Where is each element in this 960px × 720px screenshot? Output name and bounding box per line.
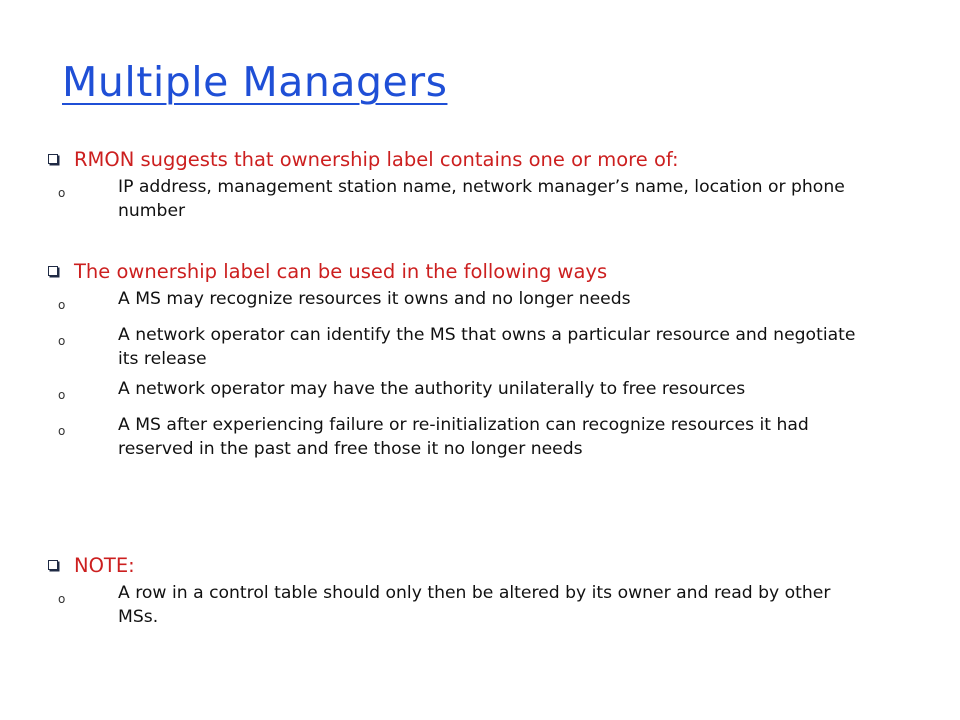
sub-bullet-item (56, 581, 908, 629)
sub-bullet-item (56, 377, 908, 407)
sub-bullet-item (56, 175, 908, 223)
section-heading-text: The ownership label can be used in the following ways (74, 260, 608, 283)
sub-bullet-list (48, 175, 908, 223)
section-note (48, 554, 908, 635)
sub-bullet-text: A network operator may have the authority unilaterally to free resources (118, 379, 746, 399)
square-bullet-icon (48, 554, 74, 570)
section-heading-text: NOTE: (74, 554, 135, 577)
sub-bullet-text: IP address, management station name, network manager’s name, location or phone number (118, 177, 845, 221)
circle-bullet-icon: o (58, 334, 66, 348)
section-ownership-label-contents (48, 148, 908, 229)
section-heading-text: RMON suggests that ownership label contains one or more of: (74, 148, 679, 171)
section-heading (48, 148, 908, 172)
section-heading (48, 260, 908, 284)
section-heading (48, 554, 908, 578)
square-bullet-icon (48, 148, 74, 164)
sub-bullet-list (48, 581, 908, 629)
square-bullet-icon (48, 260, 74, 276)
circle-bullet-icon: o (58, 424, 66, 438)
sub-bullet-text: A MS after experiencing failure or re-initialization can recognize resources it had reserved in the past and free those it no longer needs (118, 415, 809, 459)
circle-bullet-icon: o (58, 388, 66, 402)
section-ownership-label-uses (48, 260, 908, 467)
circle-bullet-icon: o (58, 298, 66, 312)
sub-bullet-list (48, 287, 908, 461)
sub-bullet-text: A network operator can identify the MS that owns a particular resource and negotiate its release (118, 325, 856, 369)
slide-title: Multiple Managers (62, 58, 448, 106)
sub-bullet-item (56, 323, 908, 371)
sub-bullet-item (56, 413, 908, 461)
sub-bullet-item (56, 287, 908, 317)
sub-bullet-text: A row in a control table should only then be altered by its owner and read by other MSs. (118, 583, 831, 627)
sub-bullet-text: A MS may recognize resources it owns and no longer needs (118, 289, 631, 309)
circle-bullet-icon: o (58, 186, 66, 200)
circle-bullet-icon: o (58, 592, 66, 606)
